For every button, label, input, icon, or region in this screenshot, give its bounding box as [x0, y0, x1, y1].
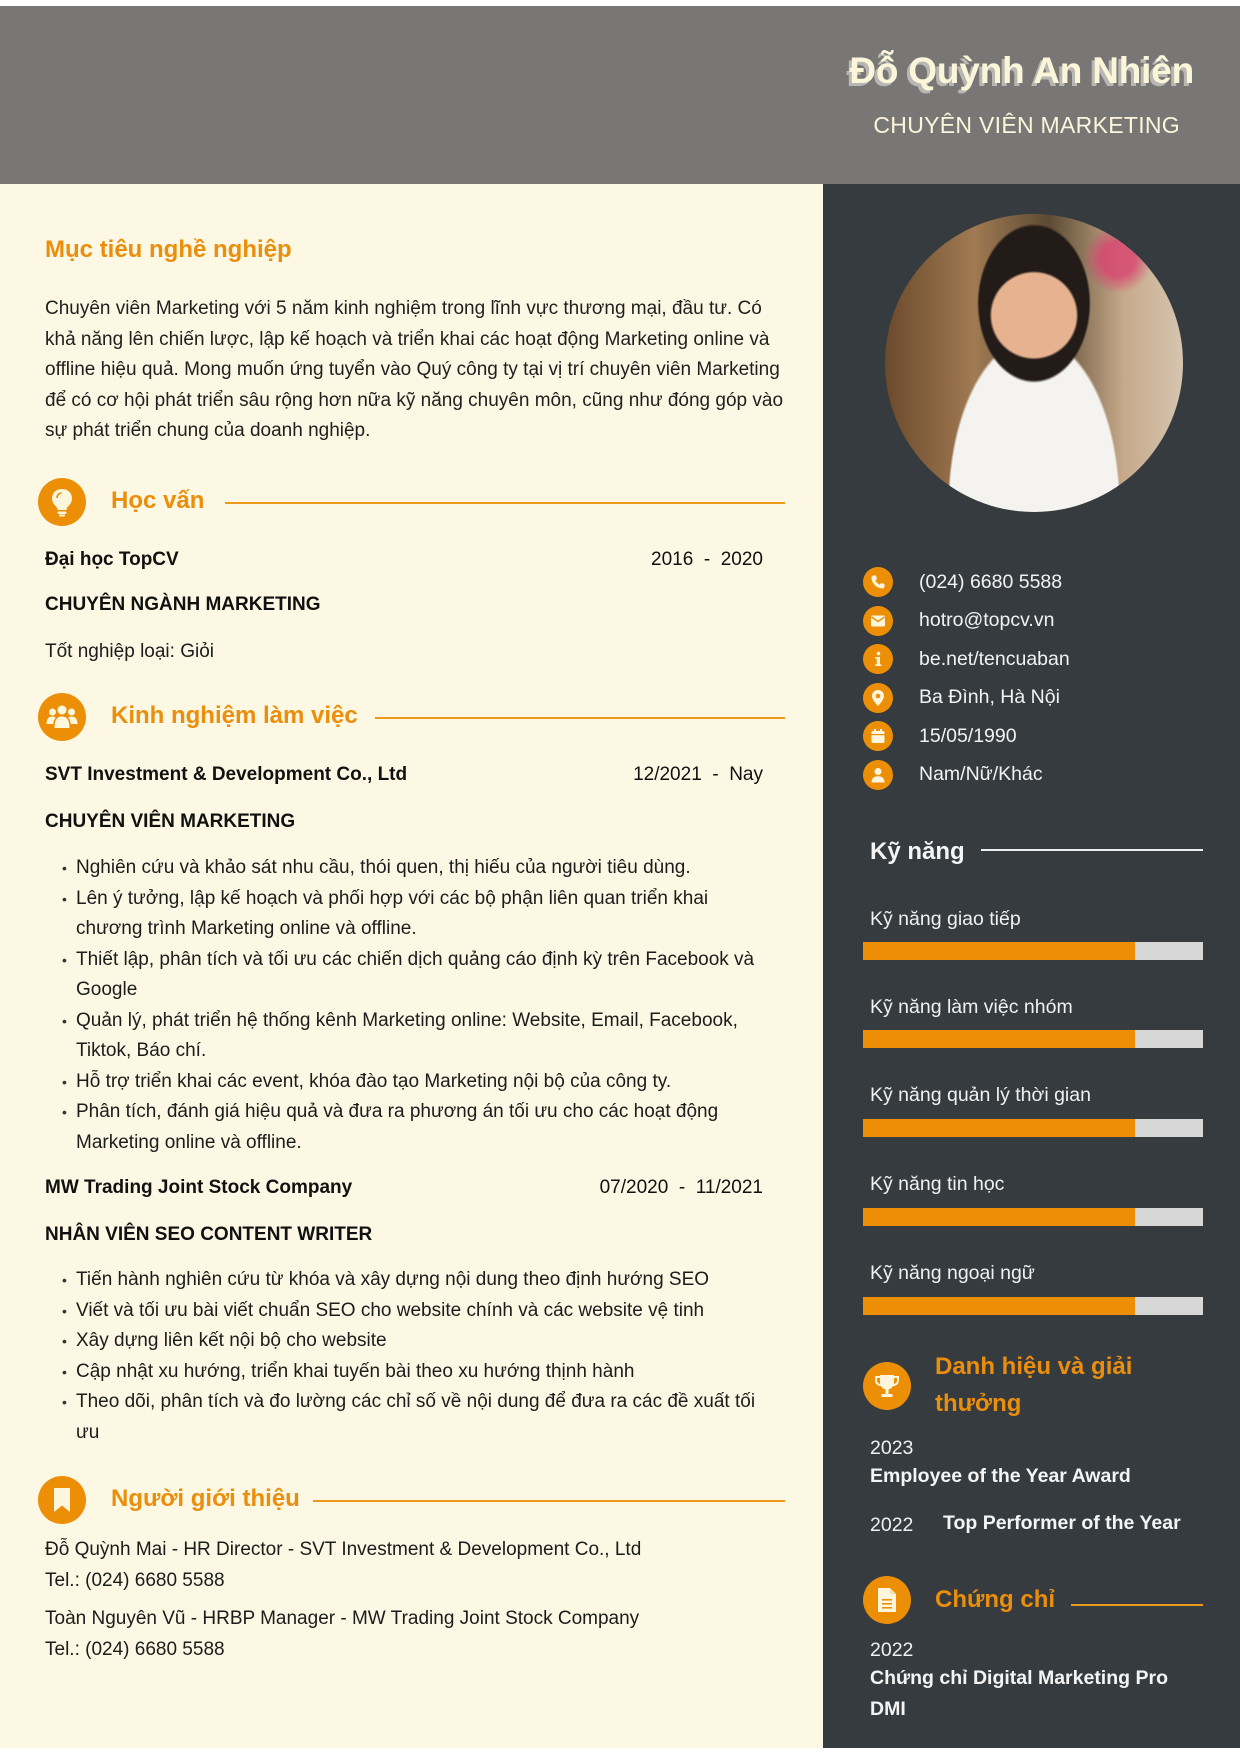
- cv-header: [0, 6, 1240, 184]
- awards-title-line: Danh hiệu và giải: [935, 1353, 1133, 1380]
- objective-title: Mục tiêu nghề nghiệp: [45, 236, 292, 263]
- reference-name: Đỗ Quỳnh Mai - HR Director - SVT Investment & Development Co., Ltd: [45, 1539, 642, 1560]
- website-value: be.net/tencuaban: [919, 647, 1070, 670]
- job-responsibilities: [62, 853, 777, 1158]
- award-year: 2022: [870, 1514, 914, 1536]
- education-title: Học vấn: [111, 487, 205, 514]
- contact-gender: [863, 756, 1223, 795]
- main-column: [0, 184, 823, 1748]
- section-divider: [1071, 1604, 1203, 1606]
- list-item: • Phân tích, đánh giá hiệu quả và đưa ra phương án tối ưu cho các hoạt động Marketing online và offline.: [62, 1097, 777, 1158]
- user-icon: [863, 760, 893, 790]
- certificates-title: Chứng chỉ: [935, 1586, 1056, 1613]
- skill-label: Kỹ năng tin học: [870, 1173, 1005, 1195]
- candidate-job-title: CHUYÊN VIÊN MARKETING: [873, 112, 1180, 138]
- company-name: MW Trading Joint Stock Company: [45, 1177, 353, 1198]
- skill-label: Kỹ năng làm việc nhóm: [870, 996, 1073, 1018]
- photo-background-flowers: [1073, 224, 1163, 294]
- list-item: • Lên ý tưởng, lập kế hoạch và phối hợp với các bộ phận liên quan triển khai chương trình Marketing online và offline.: [62, 884, 777, 945]
- education-dates: 2016 - 2020: [651, 549, 763, 570]
- contact-address: [863, 679, 1223, 718]
- company-name: SVT Investment & Development Co., Ltd: [45, 764, 408, 785]
- info-icon: [863, 644, 893, 674]
- address-value: Ba Đình, Hà Nội: [919, 686, 1060, 709]
- award-name: Employee of the Year Award: [870, 1465, 1131, 1487]
- reference-phone: Tel.: (024) 6680 5588: [45, 1639, 225, 1660]
- objective-text: Chuyên viên Marketing với 5 năm kinh nghiệm trong lĩnh vực thương mại, đầu tư. Có khả năng lên chiến lược, lập kế hoạch và triển khai các hoạt động Marketing online và offline hiệu quả. Mong muốn ứng tuyển vào Quý công ty tại vị trí chuyên viên Marketing để có cơ hội phát triển sâu rộng hơn nữa kỹ năng chuyên môn, cũng như đóng góp vào sự phát triển chung của doanh nghiệp.: [45, 298, 784, 442]
- job-position: NHÂN VIÊN SEO CONTENT WRITER: [45, 1224, 373, 1245]
- reference-item: [45, 1534, 641, 1596]
- skill-bar: [863, 1208, 1203, 1226]
- trophy-icon: [863, 1362, 911, 1410]
- list-item: • Viết và tối ưu bài viết chuẩn SEO cho website chính và các website vệ tinh: [62, 1296, 777, 1327]
- skill-label: Kỹ năng giao tiếp: [870, 908, 1021, 930]
- list-item: • Nghiên cứu và khảo sát nhu cầu, thói quen, thị hiếu của người tiêu dùng.: [62, 853, 777, 884]
- skill-bar: [863, 1297, 1203, 1315]
- job-row: [45, 1177, 763, 1199]
- birthday-value: 15/05/1990: [919, 724, 1017, 747]
- experience-section-header: [38, 693, 785, 743]
- certificate-name-line: Chứng chỉ Digital Marketing Pro: [870, 1667, 1168, 1689]
- location-icon: [863, 683, 893, 713]
- contact-birthday: [863, 717, 1223, 756]
- email-icon: [863, 606, 893, 636]
- contact-website: [863, 640, 1223, 679]
- job-dates: 07/2020 - 11/2021: [599, 1177, 763, 1198]
- list-item: • Theo dõi, phân tích và đo lường các chỉ số về nội dung để đưa ra các đề xuất tối ưu: [62, 1387, 777, 1448]
- sidebar: [823, 184, 1240, 1748]
- reference-item: [45, 1603, 639, 1665]
- skill-bar: [863, 942, 1203, 960]
- skill-label: Kỹ năng quản lý thời gian: [870, 1084, 1091, 1106]
- list-item: • Thiết lập, phân tích và tối ưu các chiến dịch quảng cáo định kỳ trên Facebook và Google: [62, 945, 777, 1006]
- awards-title-line: thưởng: [935, 1390, 1022, 1417]
- skill-label: Kỹ năng ngoại ngữ: [870, 1262, 1035, 1284]
- section-divider: [225, 502, 785, 504]
- contact-email: [863, 602, 1223, 641]
- bookmark-icon: [38, 1476, 86, 1524]
- email-value: hotro@topcv.vn: [919, 609, 1055, 632]
- references-section-header: [38, 1476, 785, 1526]
- skill-bar-fill: [863, 1208, 1135, 1226]
- references-title: Người giới thiệu: [111, 1485, 300, 1512]
- skill-bar: [863, 1030, 1203, 1048]
- reference-name: Toàn Nguyên Vũ - HRBP Manager - MW Trading Joint Stock Company: [45, 1608, 640, 1629]
- education-row: [45, 549, 763, 571]
- calendar-icon: [863, 721, 893, 751]
- cv-page: [0, 6, 1240, 1748]
- skill-bar-fill: [863, 1297, 1135, 1315]
- certificate-year: 2022: [870, 1639, 914, 1661]
- list-item: • Hỗ trợ triển khai các event, khóa đào tạo Marketing nội bộ của công ty.: [62, 1067, 777, 1098]
- contact-list: [863, 563, 1223, 794]
- awards-title: [935, 1348, 1132, 1422]
- certificate-name: [870, 1663, 1168, 1725]
- job-dates: 12/2021 - Nay: [633, 764, 763, 785]
- reference-phone: Tel.: (024) 6680 5588: [45, 1570, 225, 1591]
- list-item: • Cập nhật xu hướng, triển khai tuyến bài theo xu hướng thịnh hành: [62, 1357, 777, 1388]
- section-divider: [981, 849, 1203, 851]
- gender-value: Nam/Nữ/Khác: [919, 763, 1043, 786]
- school-name: Đại học TopCV: [45, 549, 179, 570]
- document-icon: [863, 1576, 911, 1624]
- candidate-name: Đỗ Quỳnh An Nhiên: [849, 50, 1194, 91]
- section-divider: [313, 1500, 785, 1502]
- job-position: CHUYÊN VIÊN MARKETING: [45, 811, 296, 832]
- certificate-name-line: DMI: [870, 1698, 906, 1720]
- list-item: • Xây dựng liên kết nội bộ cho website: [62, 1326, 777, 1357]
- users-icon: [38, 693, 86, 741]
- award-name: Top Performer of the Year: [943, 1512, 1181, 1534]
- contact-phone: [863, 563, 1223, 602]
- phone-icon: [863, 567, 893, 597]
- education-section-header: [38, 478, 785, 528]
- skill-bar-fill: [863, 942, 1135, 960]
- job-row: [45, 764, 763, 786]
- education-major: CHUYÊN NGÀNH MARKETING: [45, 594, 321, 615]
- skill-bar-fill: [863, 1030, 1135, 1048]
- phone-value: (024) 6680 5588: [919, 570, 1063, 593]
- section-divider: [375, 717, 785, 719]
- profile-photo: [885, 214, 1183, 512]
- skills-title: Kỹ năng: [870, 838, 965, 865]
- experience-title: Kinh nghiệm làm việc: [111, 702, 358, 729]
- list-item: • Quản lý, phát triển hệ thống kênh Marketing online: Website, Email, Facebook, Tiktok, Báo chí.: [62, 1006, 777, 1067]
- award-year: 2023: [870, 1437, 914, 1459]
- lightbulb-icon: [38, 478, 86, 526]
- education-grade: Tốt nghiệp loại: Giỏi: [45, 641, 214, 662]
- skill-bar-fill: [863, 1119, 1135, 1137]
- job-responsibilities: [62, 1265, 777, 1448]
- skill-bar: [863, 1119, 1203, 1137]
- list-item: • Tiến hành nghiên cứu từ khóa và xây dựng nội dung theo định hướng SEO: [62, 1265, 777, 1296]
